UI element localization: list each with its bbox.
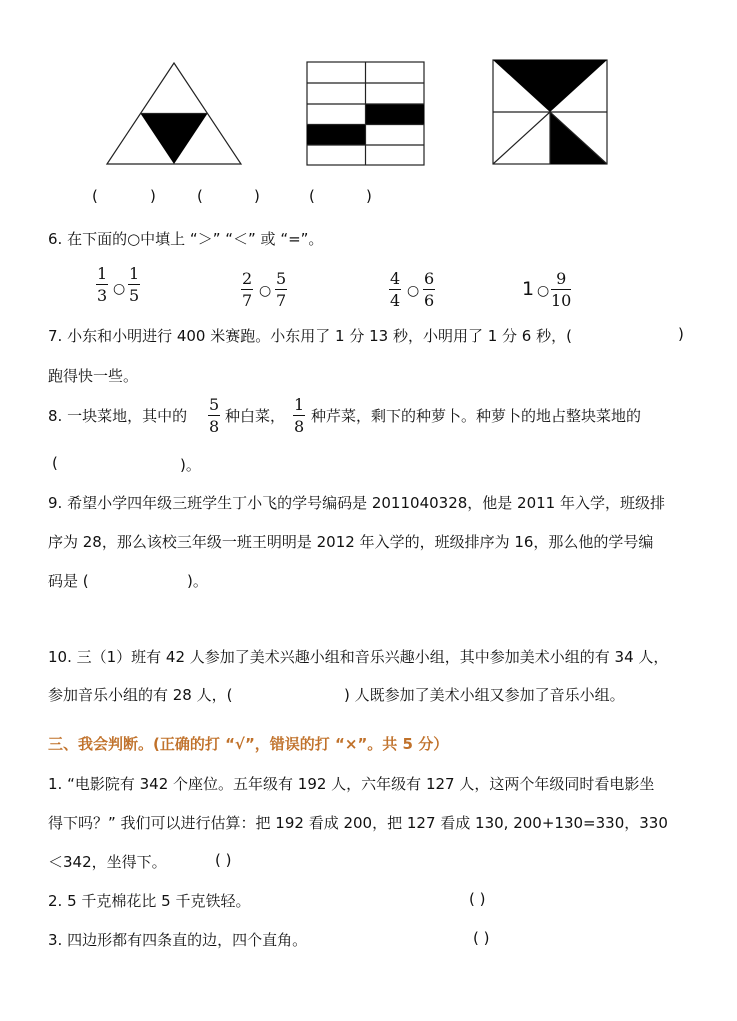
shape2-blank-open: ( <box>197 187 203 205</box>
q8-blank-close: )。 <box>180 456 201 474</box>
q8-fraction-one-eighth: $\frac{1}{8}$ <box>294 395 305 436</box>
q6-item1-right-fraction: $\frac{1}{5}$ <box>129 264 140 305</box>
section3-heading: 三、我会判断。(正确的打 “√”，错误的打 “×”。共 5 分） <box>48 735 449 753</box>
q10-line2-end: ) 人既参加了美术小组又参加了音乐小组。 <box>344 686 625 704</box>
triangle-figure <box>105 60 243 168</box>
q9-line1: 9. 希望小学四年级三班学生丁小飞的学号编码是 2011040328，他是 2011 年入学，班级排 <box>48 494 665 512</box>
q7-line1: 7. 小东和小明进行 400 米赛跑。小东用了 1 分 13 秒，小明用了 1 分 6 秒，( <box>48 327 572 345</box>
judge1-answer-blank: ( ) <box>215 851 232 869</box>
q6-item4-circle: ○ <box>537 283 550 299</box>
q6-item1-circle: ○ <box>113 281 126 297</box>
q10-line2-start: 参加音乐小组的有 28 人，( <box>48 686 233 704</box>
q6-instruction: 6. 在下面的○中填上 “＞” “＜” 或 “=”。 <box>48 230 324 248</box>
q8-part1: 8. 一块菜地，其中的 <box>48 407 188 425</box>
q6-item2-right-fraction: $\frac{5}{7}$ <box>276 269 287 310</box>
q6-item3-circle: ○ <box>407 283 420 299</box>
judge1-line1: 1. “电影院有 342 个座位。五年级有 192 人，六年级有 127 人，这两个年级同时看电影坐 <box>48 775 655 793</box>
q6-item3-left-fraction: $\frac{4}{4}$ <box>390 269 401 310</box>
judge1-line2: 得下吗？” 我们可以进行估算：把 192 看成 200，把 127 看成 130, 200+130=330，330 <box>48 814 668 832</box>
q9-line3-end: )。 <box>187 572 208 590</box>
shape3-blank-close: ) <box>366 187 372 205</box>
judge2-text: 2. 5 千克棉花比 5 千克铁轻。 <box>48 892 251 910</box>
shape1-blank-close: ) <box>150 187 156 205</box>
q6-item2-circle: ○ <box>259 283 272 299</box>
shape2-blank-close: ) <box>254 187 260 205</box>
q6-item3-right-fraction: $\frac{6}{6}$ <box>424 269 435 310</box>
q6-item4-right-fraction: $\frac{9}{10}$ <box>551 269 572 310</box>
shape1-blank-open: ( <box>92 187 98 205</box>
judge3-text: 3. 四边形都有四条直的边，四个直角。 <box>48 931 308 949</box>
grid-rectangle-figure <box>306 61 426 167</box>
q9-line2: 序为 28，那么该校三年级一班王明明是 2012 年入学的，班级排序为 16，那么他的学号编 <box>48 533 654 551</box>
q8-fraction-five-eighths: $\frac{5}{8}$ <box>209 395 220 436</box>
q7-line2: 跑得快一些。 <box>48 367 139 385</box>
judge3-answer-blank: ( ) <box>473 929 490 947</box>
judge1-line3: ＜342，坐得下。 <box>48 853 167 871</box>
q8-blank-open: ( <box>52 454 58 472</box>
shape3-blank-open: ( <box>309 187 315 205</box>
judge2-answer-blank: ( ) <box>469 890 486 908</box>
q9-line3-start: 码是 ( <box>48 572 89 590</box>
q6-item1-left-fraction: $\frac{1}{3}$ <box>97 264 108 305</box>
q7-blank-close: ) <box>678 325 684 343</box>
q8-part2: 种白菜， <box>225 407 286 425</box>
q6-item2-left-fraction: $\frac{2}{7}$ <box>242 269 253 310</box>
q10-line1: 10. 三（1）班有 42 人参加了美术兴趣小组和音乐兴趣小组，其中参加美术小组的有 34 人， <box>48 648 669 666</box>
square-pinwheel-figure <box>491 58 609 166</box>
q6-item4-whole-number: 1 <box>522 278 535 300</box>
q8-part3: 种芹菜，剩下的种萝卜。种萝卜的地占整块菜地的 <box>311 407 642 425</box>
